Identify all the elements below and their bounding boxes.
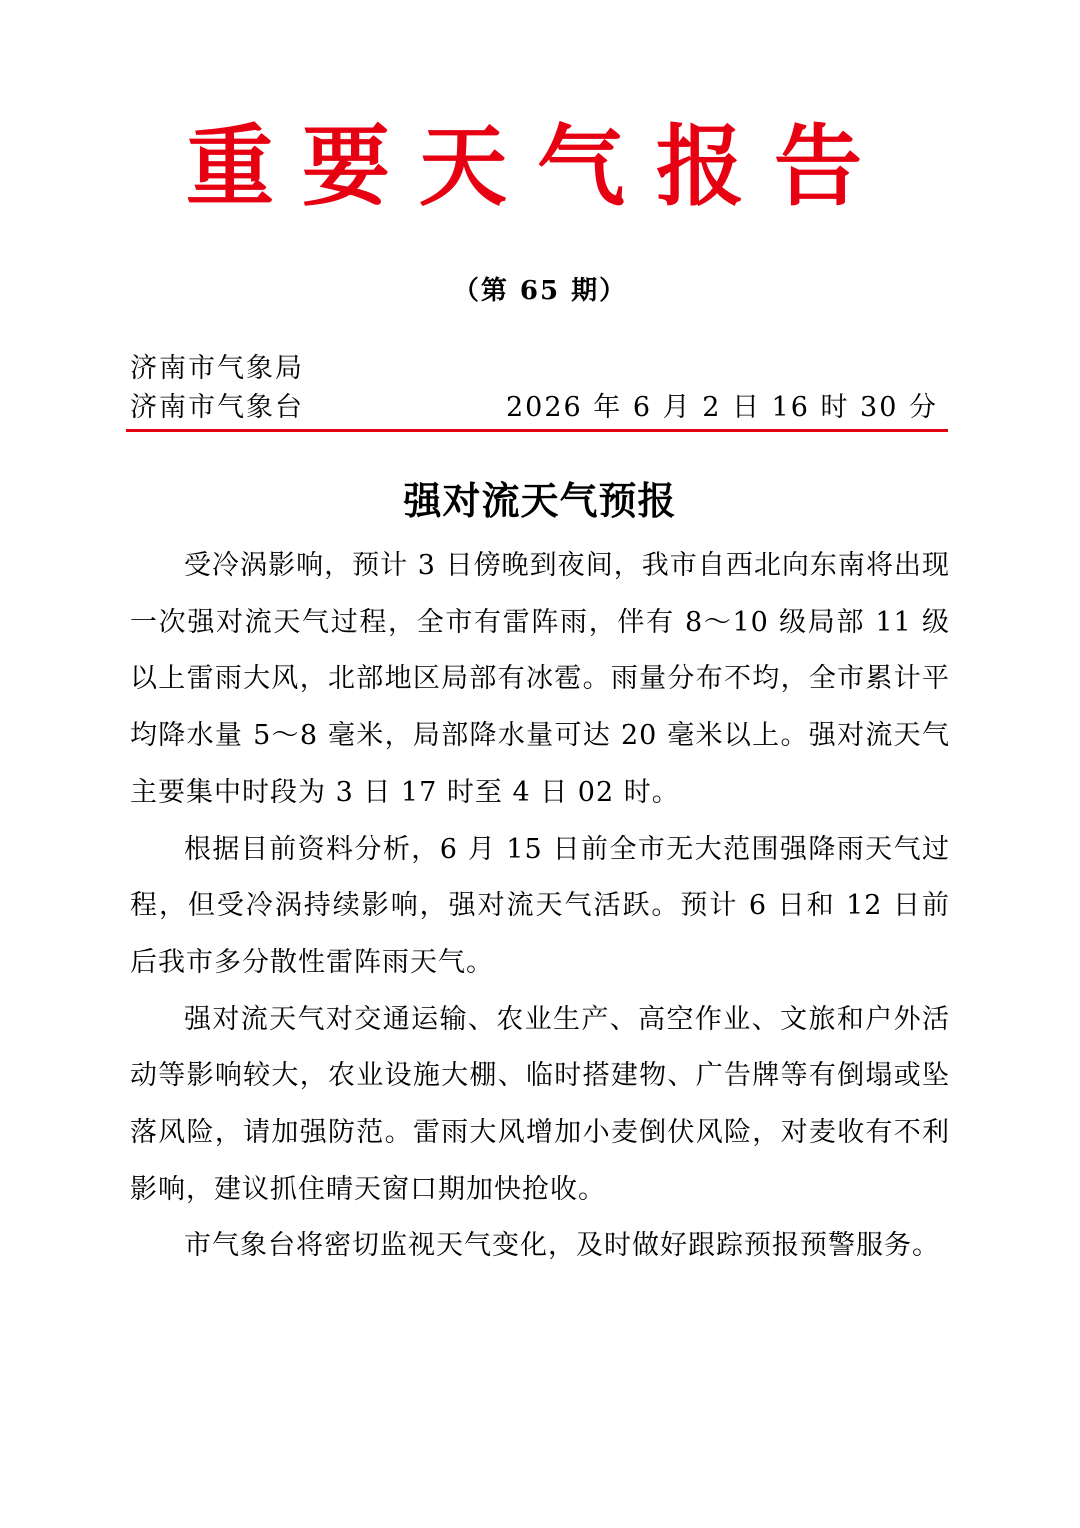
issue-number: （第 65 期）: [452, 276, 628, 306]
document-title: 强对流天气预报: [403, 478, 677, 523]
header-divider: [126, 429, 948, 432]
paragraph: 受冷涡影响，预计 3 日傍晚到夜间，我市自西北向东南将出现一次强对流天气过程，全市有雷阵雨，伴有 8～10 级局部 11 级以上雷雨大风，北部地区局部有冰雹。雨量分布不均，全市累计平均降水量 5～8 毫米，局部降水量可达 20 毫米以上。强对流天气主要集中时段为 3 日 17 时至 4 日 02 时。: [130, 550, 950, 808]
paragraph: 强对流天气对交通运输、农业生产、高空作业、文旅和户外活动等影响较大，农业设施大棚、临时搭建物、广告牌等有倒塌或坠落风险，请加强防范。雷雨大风增加小麦倒伏风险，对麦收有不利影响，建议抓住晴天窗口期加快抢收。: [130, 1003, 950, 1205]
document-body: [130, 538, 950, 1275]
masthead-char: 告: [773, 115, 862, 218]
masthead-char: 报: [655, 115, 744, 218]
issuer-bureau: 济南市气象局: [130, 353, 304, 384]
masthead-char: 要: [301, 115, 390, 218]
masthead-char: 气: [536, 115, 625, 218]
masthead-char: 重: [185, 115, 274, 218]
paragraph: 市气象台将密切监视天气变化，及时做好跟踪预报预警服务。: [184, 1230, 940, 1262]
issuer-observatory: 济南市气象台: [130, 392, 304, 423]
masthead-char: 天: [418, 115, 507, 218]
issue-datetime: 2026 年 6 月 2 日 16 时 30 分: [505, 392, 938, 423]
masthead-title: [0, 112, 1080, 222]
paragraph: 根据目前资料分析，6 月 15 日前全市无大范围强降雨天气过程，但受冷涡持续影响，强对流天气活跃。预计 6 日和 12 日前后我市多分散性雷阵雨天气。: [130, 833, 950, 978]
